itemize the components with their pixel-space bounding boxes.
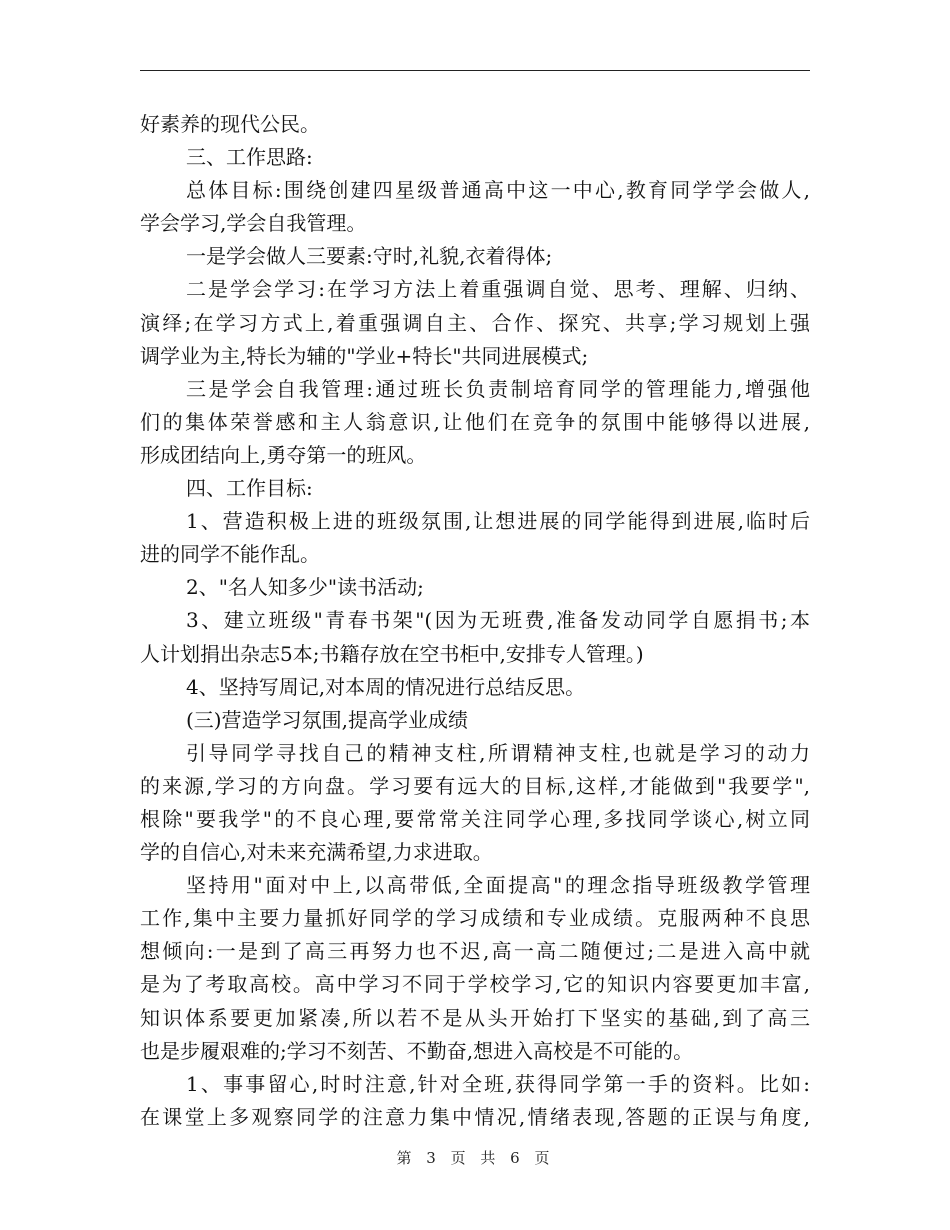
text-line: 引导同学寻找自己的精神支柱,所谓精神支柱,也就是学习的动力 <box>186 740 810 765</box>
text-line: 知识体系要更加紧凑,所以若不是从头开始打下坚实的基础,到了高三 <box>140 1005 810 1030</box>
text-line: 四、工作目标: <box>186 476 313 501</box>
text-line: 4、坚持写周记,对本周的情况进行总结反思。 <box>186 674 586 699</box>
text-line: 2、"名人知多少"读书活动; <box>186 575 424 600</box>
text-line: 根除"要我学"的不良心理,要常常关注同学心理,多找同学谈心,树立同 <box>140 806 810 831</box>
text-line: 学会学习,学会自我管理。 <box>140 211 367 236</box>
page-footer: 第 3 页 共 6 页 <box>396 1149 554 1167</box>
text-line: 1、事事留心,时时注意,针对全班,获得同学第一手的资料。比如: <box>186 1071 810 1096</box>
text-line: 是为了考取高校。高中学习不同于学校学习,它的知识内容要更加丰富, <box>140 972 810 997</box>
header-rule <box>140 70 810 71</box>
text-line: 演绎;在学习方式上,着重强调自主、合作、探究、共享;学习规划上强 <box>140 310 810 335</box>
text-line: 好素养的现代公民。 <box>140 112 320 136</box>
text-line: (三)营造学习氛围,提高学业成绩 <box>186 707 468 732</box>
text-line: 二是学会学习:在学习方法上着重强调自觉、思考、理解、归纳、 <box>186 277 810 302</box>
text-line: 形成团结向上,勇夺第一的班风。 <box>140 442 427 467</box>
text-line: 1、营造积极上进的班级氛围,让想进展的同学能得到进展,临时后 <box>186 509 810 534</box>
text-line: 在课堂上多观察同学的注意力集中情况,情绪表现,答题的正误与角度, <box>140 1104 810 1129</box>
text-line: 3、建立班级"青春书架"(因为无班费,准备发动同学自愿捐书;本 <box>186 608 810 633</box>
text-line: 坚持用"面对中上,以高带低,全面提高"的理念指导班级教学管理 <box>186 873 810 898</box>
text-line: 一是学会做人三要素:守时,礼貌,衣着得体; <box>186 244 553 269</box>
text-line: 总体目标:围绕创建四星级普通高中这一中心,教育同学学会做人, <box>186 178 810 203</box>
document-body <box>140 108 810 1134</box>
text-line: 人计划捐出杂志5本;书籍存放在空书柜中,安排专人管理。) <box>140 641 644 666</box>
text-line: 想倾向:一是到了高三再努力也不迟,高一高二随便过;二是进入高中就 <box>140 939 810 964</box>
text-line: 们的集体荣誉感和主人翁意识,让他们在竞争的氛围中能够得以进展, <box>140 409 810 434</box>
text-line: 三是学会自我管理:通过班长负责制培育同学的管理能力,增强他 <box>186 376 810 401</box>
text-line: 的来源,学习的方向盘。学习要有远大的目标,这样,才能做到"我要学", <box>140 773 810 798</box>
text-line: 调学业为主,特长为辅的"学业+特长"共同进展模式; <box>140 343 589 368</box>
text-line: 学的自信心,对未来充满希望,力求进取。 <box>140 840 493 865</box>
text-line: 三、工作思路: <box>186 145 313 170</box>
text-line: 也是步履艰难的;学习不刻苦、不勤奋,想进入高校是不可能的。 <box>140 1038 694 1063</box>
text-line: 进的同学不能作乱。 <box>140 542 320 567</box>
text-line: 工作,集中主要力量抓好同学的学习成绩和专业成绩。克服两种不良思 <box>140 906 810 931</box>
